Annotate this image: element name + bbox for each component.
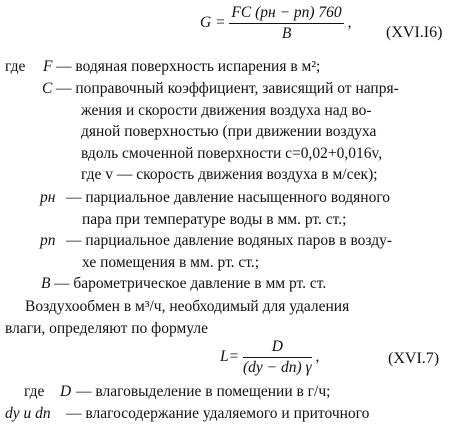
def-c-line: — поправочный коэффициент, зависящий от напря- [56,80,399,97]
def-symbol-f: F [43,58,53,75]
def-symbol-pp: pп [40,232,56,249]
formula-g-numerator: FC (pн − pп) 760 [229,4,343,24]
def-pp-line: — парциальное давление водяных паров в возду- [66,232,393,249]
formula-l-denominator: (dy − dп) γ [242,359,312,376]
def-text-pn [66,187,460,230]
def-text-f: — водяная поверхность испарения в м²; [56,58,321,75]
where-label-2: где [24,383,45,400]
formula-l-numerator: D [243,338,312,358]
def-c-line: дяной поверхностью (при движении воздуха [81,123,377,140]
paragraph-line: Воздухообмен в м³/ч, необходимый для удаления [25,298,350,315]
where-label-1: где [5,58,26,75]
formula-g-lhs: G = [200,14,226,32]
def-text-b: — барометрическое давление в мм рт. ст. [54,275,327,292]
def-text-pp [66,230,460,273]
def-pp-line: хе помещения в мм. рт. ст.; [82,253,260,271]
formula-g-comma: , [347,14,352,32]
def-pn-line: пара при температуре воды в мм. рт. ст.; [82,210,347,228]
def-symbol-b: B [41,275,51,292]
equation-number-2: (XVI.7) [388,350,440,367]
paragraph-air-exchange [5,296,463,339]
formula-l [220,338,319,377]
def-c-line: вдоль смоченной поверхности c=0,02+0,016v, [81,144,383,162]
formula-g [200,4,351,43]
formula-l-fraction [243,338,312,377]
equation-number-1: (XVI.I6) [386,24,443,41]
formula-g-denominator: B [281,25,292,42]
def-text-c [56,78,460,186]
formula-l-lhs: L= [220,348,240,366]
def-pn-line: — парциальное давление насыщенного водяного [66,189,391,206]
def-symbol-dy-dp: dy и dп [5,405,51,422]
def-symbol-d: D [60,383,72,400]
formula-l-comma: , [315,348,320,366]
paragraph-line: влаги, определяют по формуле [5,319,208,337]
def-text-dy-dp: — влагосодержание удаляемого и приточного [66,405,370,422]
formula-g-fraction [229,4,343,43]
def-c-line: жения и скорости движения воздуха над во- [81,101,372,119]
def-text-d: — влаговыделение в помещении в г/ч; [76,383,331,400]
def-symbol-pn: pн [40,189,56,206]
def-c-line: где v — скорость движения воздуха в м/сек); [81,166,378,183]
def-symbol-c: C [42,80,53,97]
